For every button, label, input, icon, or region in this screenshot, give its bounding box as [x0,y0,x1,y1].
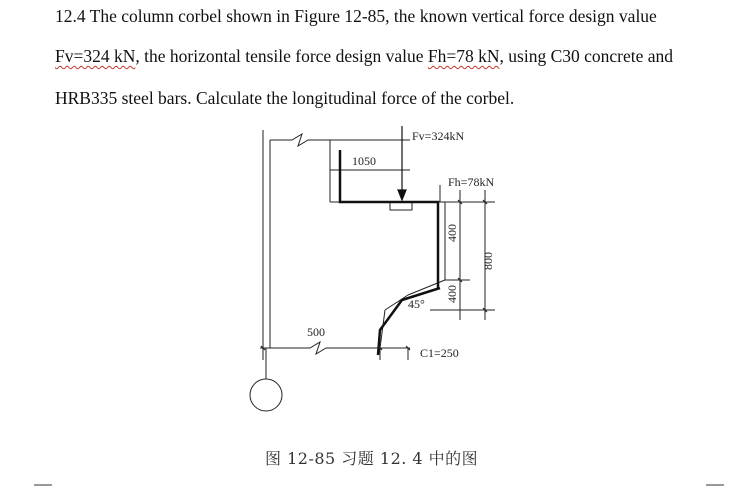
c1-dimension-label: C1=250 [420,346,459,360]
dimension-400-top: 400 [445,224,459,242]
problem-line-2 [55,46,673,67]
dimension-500: 500 [307,325,325,339]
horizontal-force-label: Fh=78kN [448,175,495,189]
page-edge-mark-right [706,484,724,486]
dimension-800: 800 [481,252,495,270]
horizontal-force-value: Fh=78 kN [427,46,500,66]
figure-caption: 图 12-85 习题 12. 4 中的图 [265,449,479,468]
vertical-force-value: Fv=324 kN [55,46,136,66]
dimension-400-bottom: 400 [445,285,459,303]
corbel-figure [230,120,530,430]
dimension-1050: 1050 [352,154,376,168]
problem-line-2-mid: , the horizontal tensile force design value [135,46,428,66]
problem-line-3: HRB335 steel bars. Calculate the longitudinal force of the corbel. [55,88,515,108]
vertical-force-label: Fv=324kN [412,129,465,143]
problem-line-1: 12.4 The column corbel shown in Figure 12-85, the known vertical force design value [55,6,657,26]
angle-label: 45° [408,297,425,311]
problem-line-2-end: , using C30 concrete and [499,46,674,66]
page-edge-mark-left [34,484,52,486]
